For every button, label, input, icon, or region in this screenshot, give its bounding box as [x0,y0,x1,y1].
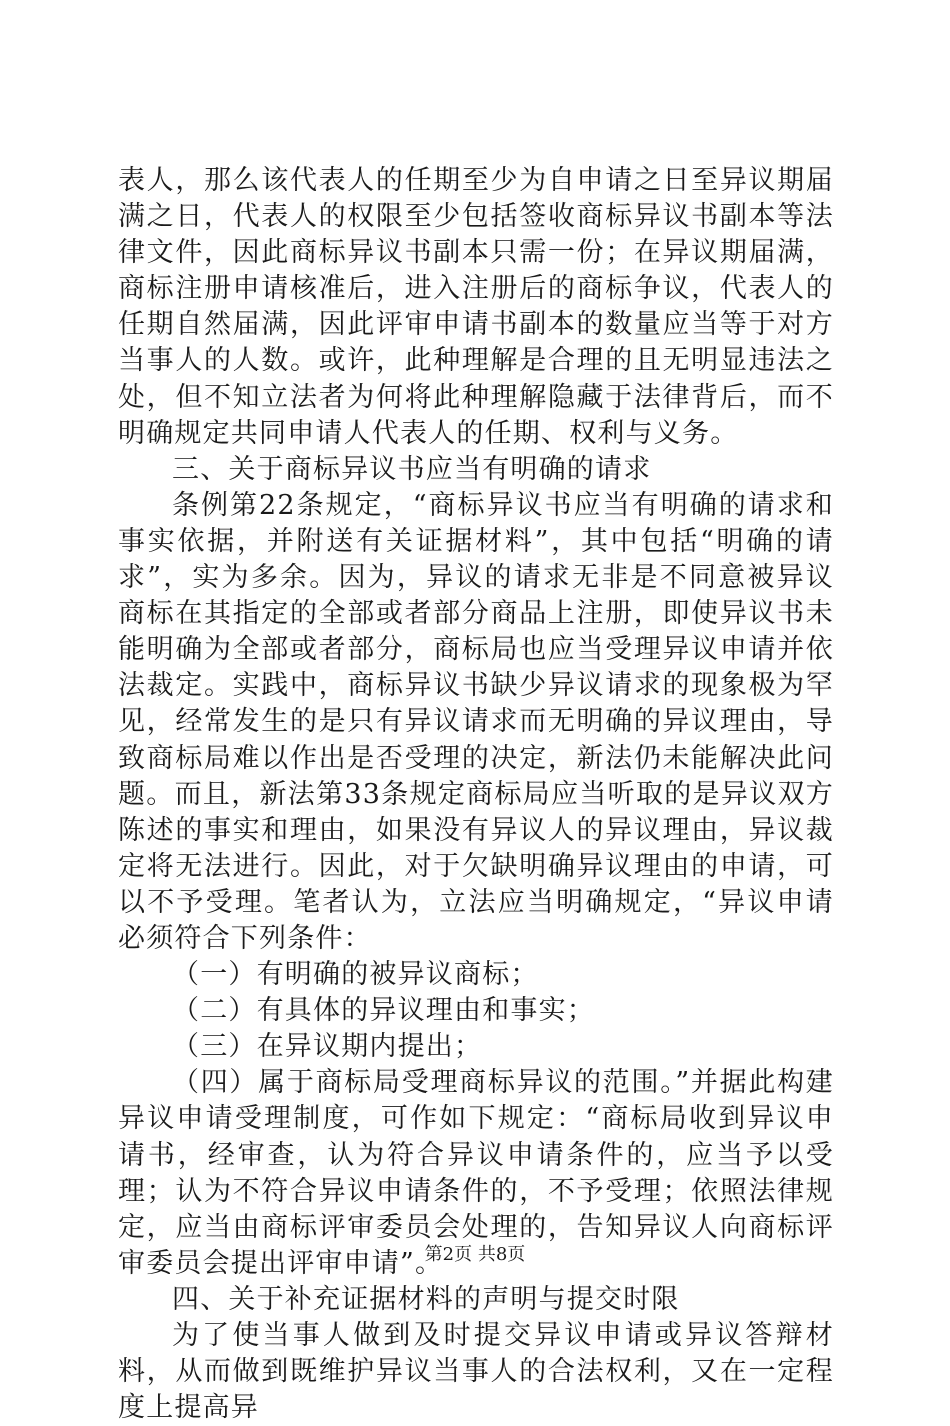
section-heading-4: 四、关于补充证据材料的声明与提交时限 [172,1283,680,1315]
paragraph-article-22: 条例第22条规定，“商标异议书应当有明确的请求和事实依据，并附送有关证据材料”，其中包括“明确的请求”，实为多余。因为，异议的请求无非是不同意被异议商标在其指定的全部或者部分商品上注册，即使异议书未能明确为全部或者部分，商标局也应当受理异议申请并依法裁定。实践中，商标异议书缺少异议请求的现象极为罕见，经常发生的是只有异议请求而无明确的异议理由，导致商标局难以作出是否受理的决定，新法仍未能解决此问题。而且，新法第33条规定商标局应当听取的是异议双方陈述的事实和理由，如果没有异议人的异议理由，异议裁定将无法进行。因此，对于欠缺明确异议理由的申请，可以不予受理。笔者认为，立法应当明确规定，“异议申请必须符合下列条件： [118,489,834,954]
list-item-3: （三）在异议期内提出； [172,1031,483,1063]
page-number-footer: 第2页 共8页 [424,1244,526,1265]
list-item-1: （一）有明确的被异议商标； [172,959,539,991]
list-item-4: （四）属于商标局受理商标异议的范围。”并据此构建异议申请受理制度，可作如下规定：“商标局收到异议申请书，经审查，认为符合异议申请条件的，应当予以受理；认为不符合异议申请条件的，不予受理；依照法律规定，应当由商标评审委员会处理的，告知异议人向商标评审委员会提出评审申请”。 [118,1067,834,1279]
section-heading-3: 三、关于商标异议书应当有明确的请求 [172,453,652,485]
paragraph-continuation: 表人，那么该代表人的任期至少为自申请之日至异议期届满之日，代表人的权限至少包括签收商标异议书副本等法律文件，因此商标异议书副本只需一份；在异议期届满，商标注册申请核准后，进入注册后的商标争议，代表人的任期自然届满，因此评审申请书副本的数量应当等于对方当事人的人数。或许，此种理解是合理的且无明显违法之处，但不知立法者为何将此种理解隐藏于法律背后，而不明确规定共同申请人代表人的任期、权利与义务。 [118,165,834,449]
paragraph-evidence: 为了使当事人做到及时提交异议申请或异议答辩材料，从而做到既维护异议当事人的合法权利，又在一定程度上提高异 [118,1320,834,1424]
document-body [118,163,834,1426]
list-item-2: （二）有具体的异议理由和事实； [172,995,595,1027]
